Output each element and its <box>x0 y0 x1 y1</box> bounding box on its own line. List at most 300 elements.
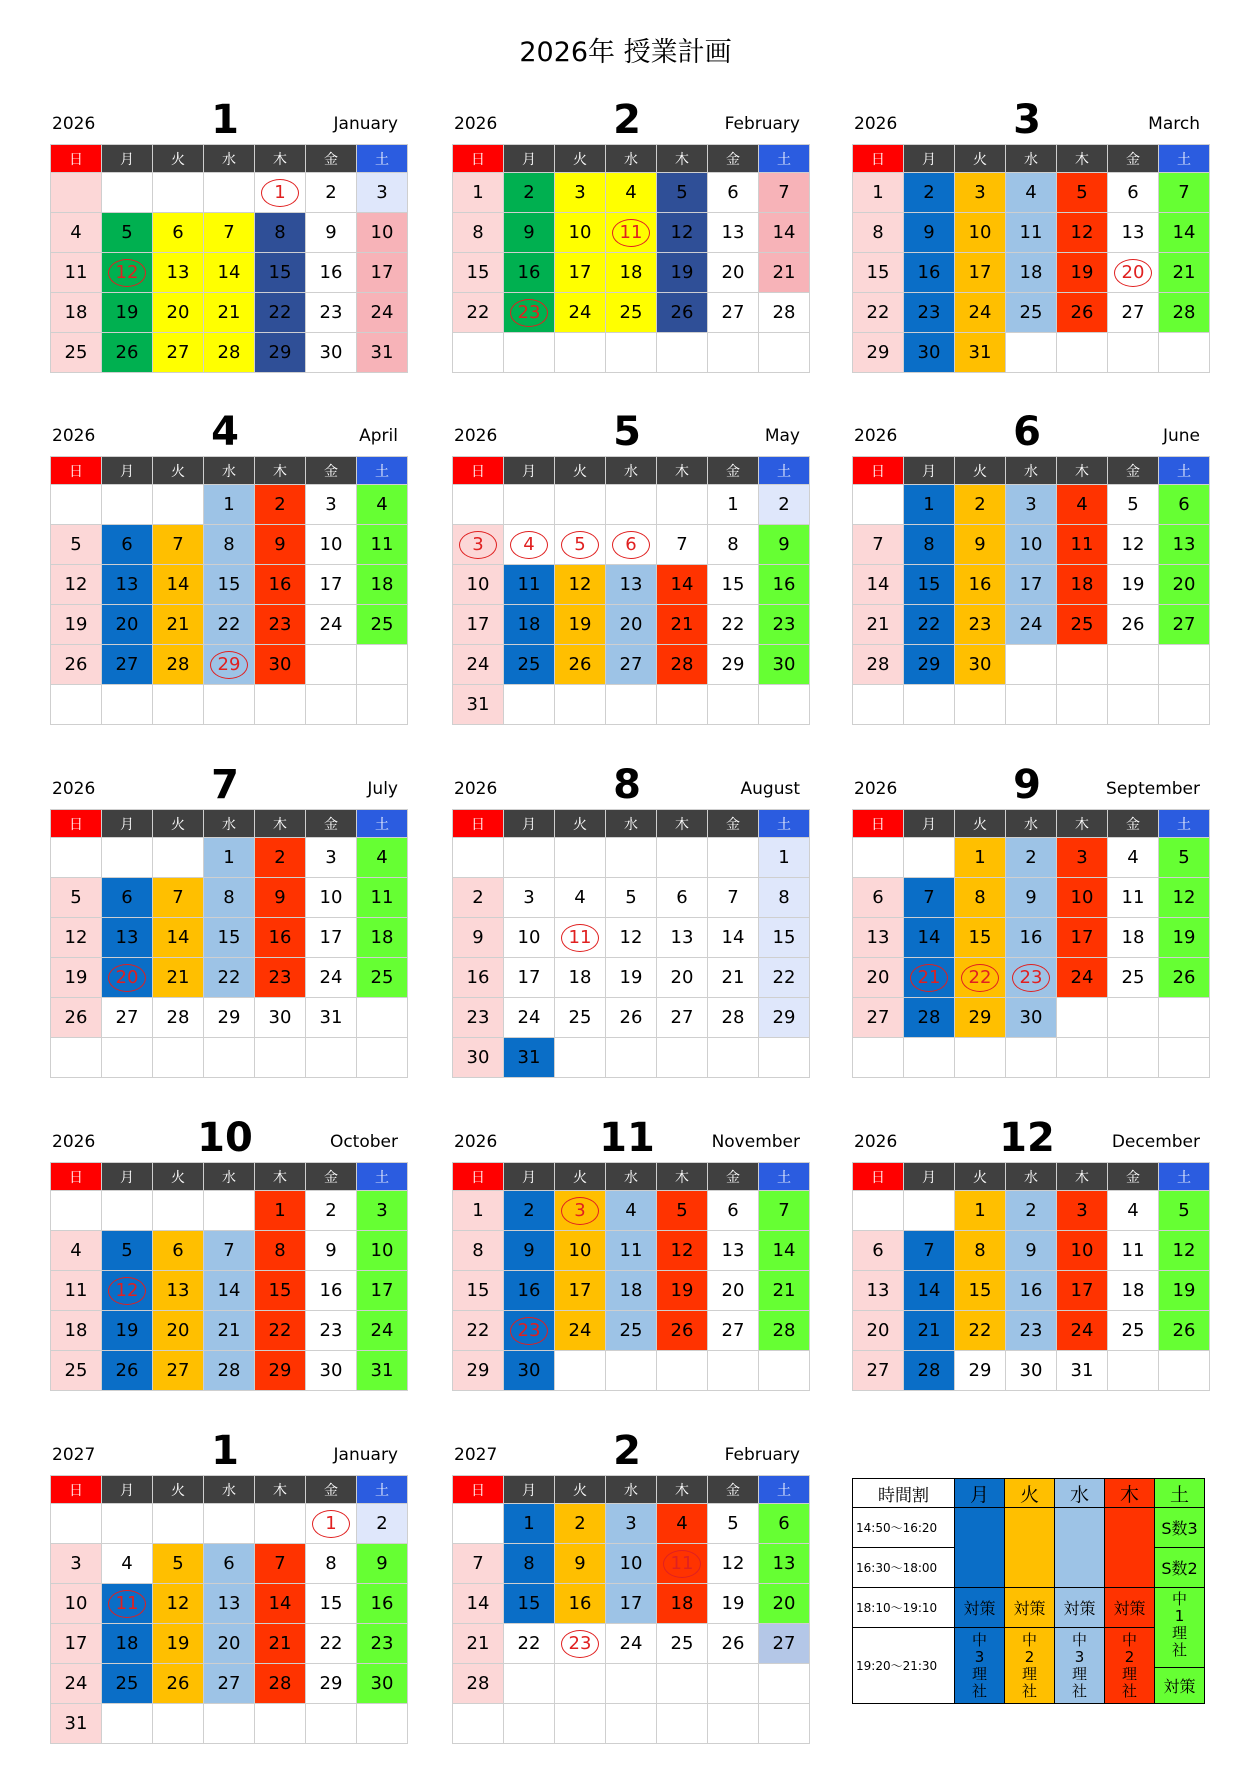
day-cell: 7 <box>204 213 255 253</box>
circled-day: 3 <box>561 1197 599 1225</box>
week-row <box>453 1311 810 1351</box>
day-cell: 6 <box>759 1504 810 1544</box>
day-cell: 17 <box>1057 1271 1108 1311</box>
day-cell <box>1159 998 1210 1038</box>
day-cell <box>904 685 955 725</box>
weekday-label: 日 <box>51 145 102 173</box>
month-header <box>50 755 400 809</box>
weekday-label: 水 <box>204 810 255 838</box>
day-cell <box>657 1544 708 1584</box>
day-cell: 8 <box>453 1231 504 1271</box>
month-calendar <box>50 755 400 1078</box>
week-row <box>453 293 810 333</box>
day-cell <box>606 1704 657 1744</box>
day-cell: 16 <box>904 253 955 293</box>
day-cell <box>606 1038 657 1078</box>
day-cell <box>904 1038 955 1078</box>
week-row <box>453 253 810 293</box>
month-number: 8 <box>613 762 641 808</box>
day-cell: 17 <box>1057 918 1108 958</box>
timetable-sat-s2: S数2 <box>1155 1548 1205 1588</box>
day-cell: 1 <box>955 838 1006 878</box>
day-cell: 15 <box>255 1271 306 1311</box>
day-cell: 12 <box>708 1544 759 1584</box>
week-row <box>853 565 1210 605</box>
day-cell: 1 <box>853 173 904 213</box>
day-cell: 7 <box>255 1544 306 1584</box>
month-name: June <box>1162 426 1200 446</box>
day-cell: 30 <box>955 645 1006 685</box>
day-cell: 16 <box>1006 1271 1057 1311</box>
weekday-label: 水 <box>204 1476 255 1504</box>
day-cell: 5 <box>1159 838 1210 878</box>
day-cell <box>51 1038 102 1078</box>
day-cell: 23 <box>306 1311 357 1351</box>
day-cell <box>255 685 306 725</box>
month-name: August <box>740 779 800 799</box>
day-cell: 24 <box>357 293 408 333</box>
day-cell: 1 <box>453 1191 504 1231</box>
day-cell: 14 <box>255 1584 306 1624</box>
month-header <box>452 1421 802 1475</box>
day-cell: 10 <box>306 878 357 918</box>
day-cell: 3 <box>955 173 1006 213</box>
day-cell: 9 <box>306 1231 357 1271</box>
week-row <box>853 485 1210 525</box>
weekday-label: 土 <box>1159 145 1210 173</box>
day-cell <box>657 485 708 525</box>
week-row <box>853 253 1210 293</box>
day-cell: 23 <box>453 998 504 1038</box>
day-cell: 15 <box>255 253 306 293</box>
day-cell: 26 <box>153 1664 204 1704</box>
weekday-label: 木 <box>657 145 708 173</box>
day-cell: 17 <box>306 565 357 605</box>
month-number: 9 <box>1013 762 1041 808</box>
week-row <box>51 565 408 605</box>
day-cell: 7 <box>904 1231 955 1271</box>
day-cell: 10 <box>606 1544 657 1584</box>
day-cell: 10 <box>453 565 504 605</box>
day-cell: 20 <box>853 958 904 998</box>
weekday-label: 火 <box>555 1163 606 1191</box>
day-cell: 6 <box>204 1544 255 1584</box>
day-cell: 4 <box>1057 485 1108 525</box>
day-cell: 2 <box>504 173 555 213</box>
week-row <box>453 565 810 605</box>
day-cell: 18 <box>51 293 102 333</box>
day-cell <box>657 1351 708 1391</box>
day-cell: 3 <box>1006 485 1057 525</box>
month-header <box>452 90 802 144</box>
day-cell <box>51 685 102 725</box>
month-table <box>452 1162 810 1391</box>
day-cell: 9 <box>555 1544 606 1584</box>
day-cell <box>606 213 657 253</box>
weekday-label: 土 <box>357 810 408 838</box>
week-row <box>853 293 1210 333</box>
weekday-label: 月 <box>504 145 555 173</box>
day-cell: 15 <box>453 1271 504 1311</box>
day-cell: 10 <box>1057 1231 1108 1271</box>
weekday-label: 火 <box>153 145 204 173</box>
day-cell: 8 <box>204 878 255 918</box>
weekday-label: 月 <box>504 810 555 838</box>
timetable-sat-s3: S数3 <box>1155 1508 1205 1548</box>
day-cell: 21 <box>759 1271 810 1311</box>
day-cell: 24 <box>555 1311 606 1351</box>
timetable-thu-taisaku: 対策 <box>1105 1588 1155 1628</box>
day-cell: 25 <box>1057 605 1108 645</box>
day-cell: 12 <box>657 213 708 253</box>
day-cell: 7 <box>153 525 204 565</box>
day-cell <box>853 485 904 525</box>
month-calendar <box>50 90 400 373</box>
day-cell: 10 <box>357 1231 408 1271</box>
day-cell: 15 <box>708 565 759 605</box>
day-cell: 16 <box>255 565 306 605</box>
weekday-label: 火 <box>153 1163 204 1191</box>
day-cell: 19 <box>555 605 606 645</box>
day-cell: 21 <box>153 605 204 645</box>
month-name: December <box>1111 1132 1200 1152</box>
weekday-label: 水 <box>1006 145 1057 173</box>
week-row <box>453 485 810 525</box>
week-row <box>51 958 408 998</box>
day-cell <box>853 1191 904 1231</box>
day-cell: 20 <box>853 1311 904 1351</box>
day-cell: 20 <box>204 1624 255 1664</box>
day-cell: 24 <box>1006 605 1057 645</box>
day-cell <box>657 333 708 373</box>
month-calendar <box>852 755 1202 1078</box>
day-cell: 6 <box>1159 485 1210 525</box>
week-row <box>453 213 810 253</box>
day-cell: 12 <box>555 565 606 605</box>
day-cell: 24 <box>357 1311 408 1351</box>
weekday-label: 日 <box>453 145 504 173</box>
month-header <box>852 90 1202 144</box>
day-cell: 14 <box>453 1584 504 1624</box>
weekday-label: 日 <box>853 1163 904 1191</box>
day-cell: 22 <box>853 293 904 333</box>
day-cell <box>1057 1038 1108 1078</box>
weekday-header-row <box>51 1476 408 1504</box>
week-row <box>453 878 810 918</box>
week-row <box>853 1351 1210 1391</box>
week-row <box>453 173 810 213</box>
day-cell: 21 <box>204 293 255 333</box>
month-number: 1 <box>211 97 239 143</box>
day-cell <box>204 645 255 685</box>
day-cell: 3 <box>306 838 357 878</box>
weekday-label: 月 <box>904 145 955 173</box>
day-cell <box>853 838 904 878</box>
day-cell: 9 <box>255 878 306 918</box>
day-cell <box>357 998 408 1038</box>
day-cell <box>1006 645 1057 685</box>
weekday-label: 日 <box>51 810 102 838</box>
day-cell: 23 <box>357 1624 408 1664</box>
day-cell: 27 <box>102 645 153 685</box>
day-cell: 25 <box>606 1311 657 1351</box>
day-cell <box>555 838 606 878</box>
day-cell: 20 <box>153 1311 204 1351</box>
day-cell <box>204 173 255 213</box>
week-row <box>51 1504 408 1544</box>
day-cell: 9 <box>904 213 955 253</box>
weekday-label: 日 <box>853 145 904 173</box>
day-cell: 22 <box>306 1624 357 1664</box>
day-cell: 29 <box>853 333 904 373</box>
day-cell: 20 <box>1159 565 1210 605</box>
day-cell <box>255 173 306 213</box>
day-cell: 25 <box>357 605 408 645</box>
day-cell: 1 <box>955 1191 1006 1231</box>
day-cell: 4 <box>1108 838 1159 878</box>
day-cell: 3 <box>1057 838 1108 878</box>
month-table <box>452 809 810 1078</box>
day-cell: 25 <box>1108 958 1159 998</box>
month-year: 2026 <box>854 426 898 446</box>
day-cell: 21 <box>1159 253 1210 293</box>
day-cell <box>306 645 357 685</box>
day-cell <box>255 1704 306 1744</box>
day-cell <box>153 685 204 725</box>
day-cell: 10 <box>51 1584 102 1624</box>
day-cell: 1 <box>204 838 255 878</box>
week-row <box>453 1351 810 1391</box>
day-cell <box>555 525 606 565</box>
week-row <box>51 213 408 253</box>
month-number: 4 <box>211 409 239 455</box>
day-cell: 23 <box>955 605 1006 645</box>
day-cell: 8 <box>204 525 255 565</box>
day-cell: 14 <box>904 1271 955 1311</box>
day-cell: 10 <box>357 213 408 253</box>
week-row <box>453 525 810 565</box>
weekday-label: 土 <box>759 457 810 485</box>
day-cell: 17 <box>504 958 555 998</box>
week-row <box>453 645 810 685</box>
weekday-header-row <box>51 145 408 173</box>
day-cell: 7 <box>759 173 810 213</box>
day-cell: 16 <box>955 565 1006 605</box>
weekday-label: 金 <box>306 810 357 838</box>
weekday-label: 金 <box>1108 457 1159 485</box>
day-cell: 27 <box>1108 293 1159 333</box>
day-cell: 5 <box>657 1191 708 1231</box>
day-cell: 19 <box>1159 918 1210 958</box>
day-cell: 27 <box>708 293 759 333</box>
day-cell: 27 <box>1159 605 1210 645</box>
day-cell <box>555 685 606 725</box>
month-year: 2026 <box>454 426 498 446</box>
week-row <box>453 918 810 958</box>
day-cell: 21 <box>708 958 759 998</box>
day-cell: 18 <box>606 253 657 293</box>
day-cell <box>708 1704 759 1744</box>
day-cell: 28 <box>904 998 955 1038</box>
day-cell: 21 <box>657 605 708 645</box>
day-cell: 22 <box>204 958 255 998</box>
day-cell: 11 <box>1108 878 1159 918</box>
month-year: 2026 <box>52 779 96 799</box>
day-cell: 23 <box>904 293 955 333</box>
week-row <box>51 878 408 918</box>
weekday-label: 金 <box>708 810 759 838</box>
week-row <box>453 1191 810 1231</box>
month-year: 2026 <box>854 779 898 799</box>
day-cell: 16 <box>255 918 306 958</box>
day-cell: 18 <box>51 1311 102 1351</box>
weekday-label: 水 <box>204 145 255 173</box>
week-row <box>51 293 408 333</box>
day-cell <box>1159 333 1210 373</box>
day-cell <box>51 173 102 213</box>
week-row <box>853 685 1210 725</box>
day-cell <box>555 1191 606 1231</box>
day-cell: 13 <box>153 1271 204 1311</box>
week-row <box>51 525 408 565</box>
day-cell <box>102 1584 153 1624</box>
day-cell <box>1108 253 1159 293</box>
day-cell <box>853 685 904 725</box>
weekday-label: 木 <box>255 1163 306 1191</box>
day-cell: 14 <box>1159 213 1210 253</box>
day-cell: 4 <box>606 1191 657 1231</box>
day-cell: 31 <box>504 1038 555 1078</box>
day-cell: 28 <box>153 645 204 685</box>
circled-day: 20 <box>1114 259 1152 287</box>
day-cell: 20 <box>657 958 708 998</box>
weekday-label: 土 <box>759 810 810 838</box>
day-cell: 1 <box>204 485 255 525</box>
weekday-header-row <box>51 810 408 838</box>
day-cell: 20 <box>102 605 153 645</box>
day-cell: 19 <box>657 1271 708 1311</box>
day-cell: 26 <box>708 1624 759 1664</box>
day-cell: 26 <box>51 998 102 1038</box>
day-cell: 15 <box>955 918 1006 958</box>
day-cell: 27 <box>853 998 904 1038</box>
day-cell: 22 <box>204 605 255 645</box>
day-cell: 27 <box>708 1311 759 1351</box>
day-cell: 6 <box>153 1231 204 1271</box>
day-cell: 17 <box>606 1584 657 1624</box>
month-header <box>50 90 400 144</box>
day-cell <box>1006 685 1057 725</box>
day-cell: 17 <box>1006 565 1057 605</box>
day-cell: 13 <box>606 565 657 605</box>
month-number: 2 <box>613 1428 641 1474</box>
weekday-label: 月 <box>504 1163 555 1191</box>
day-cell: 27 <box>153 333 204 373</box>
day-cell: 21 <box>204 1311 255 1351</box>
day-cell: 27 <box>606 645 657 685</box>
day-cell: 12 <box>51 918 102 958</box>
month-year: 2026 <box>454 1132 498 1152</box>
day-cell: 18 <box>357 565 408 605</box>
day-cell: 14 <box>204 1271 255 1311</box>
day-cell: 2 <box>955 485 1006 525</box>
day-cell: 11 <box>357 878 408 918</box>
day-cell: 22 <box>255 1311 306 1351</box>
day-cell: 27 <box>657 998 708 1038</box>
day-cell: 10 <box>1057 878 1108 918</box>
week-row <box>51 838 408 878</box>
day-cell <box>1159 1038 1210 1078</box>
month-name: November <box>711 1132 800 1152</box>
weekday-label: 水 <box>204 457 255 485</box>
weekday-label: 火 <box>955 457 1006 485</box>
day-cell: 12 <box>1057 213 1108 253</box>
weekday-label: 土 <box>357 145 408 173</box>
weekday-label: 水 <box>606 810 657 838</box>
month-number: 5 <box>613 409 641 455</box>
month-year: 2026 <box>454 779 498 799</box>
day-cell: 14 <box>759 1231 810 1271</box>
day-cell: 28 <box>255 1664 306 1704</box>
day-cell: 8 <box>255 213 306 253</box>
day-cell: 14 <box>853 565 904 605</box>
day-cell <box>606 685 657 725</box>
day-cell: 19 <box>657 253 708 293</box>
weekday-label: 金 <box>708 145 759 173</box>
day-cell: 13 <box>204 1584 255 1624</box>
weekday-label: 木 <box>657 1476 708 1504</box>
timetable-time-3: 18:10〜19:10 <box>853 1588 955 1628</box>
day-cell: 6 <box>657 878 708 918</box>
day-cell: 9 <box>306 213 357 253</box>
day-cell <box>357 645 408 685</box>
day-cell: 3 <box>51 1544 102 1584</box>
day-cell: 13 <box>102 918 153 958</box>
day-cell: 3 <box>555 173 606 213</box>
day-cell: 21 <box>759 253 810 293</box>
week-row <box>51 253 408 293</box>
day-cell: 15 <box>306 1584 357 1624</box>
timetable <box>852 1478 1205 1704</box>
day-cell: 5 <box>1057 173 1108 213</box>
week-row <box>453 1624 810 1664</box>
day-cell: 22 <box>708 605 759 645</box>
timetable-table <box>852 1478 1205 1704</box>
day-cell <box>504 525 555 565</box>
month-header <box>852 755 1202 809</box>
day-cell <box>102 485 153 525</box>
day-cell: 14 <box>759 213 810 253</box>
day-cell: 26 <box>1108 605 1159 645</box>
day-cell: 5 <box>1108 485 1159 525</box>
day-cell <box>708 838 759 878</box>
month-table <box>50 1475 408 1744</box>
month-table <box>452 456 810 725</box>
weekday-label: 金 <box>708 457 759 485</box>
circled-day: 1 <box>261 179 299 207</box>
day-cell: 26 <box>1057 293 1108 333</box>
week-row <box>853 173 1210 213</box>
weekday-header-row <box>453 810 810 838</box>
day-cell: 9 <box>453 918 504 958</box>
weekday-label: 土 <box>759 145 810 173</box>
day-cell <box>204 1504 255 1544</box>
day-cell: 26 <box>51 645 102 685</box>
day-cell: 31 <box>955 333 1006 373</box>
day-cell: 10 <box>555 1231 606 1271</box>
day-cell <box>504 333 555 373</box>
day-cell <box>1057 333 1108 373</box>
